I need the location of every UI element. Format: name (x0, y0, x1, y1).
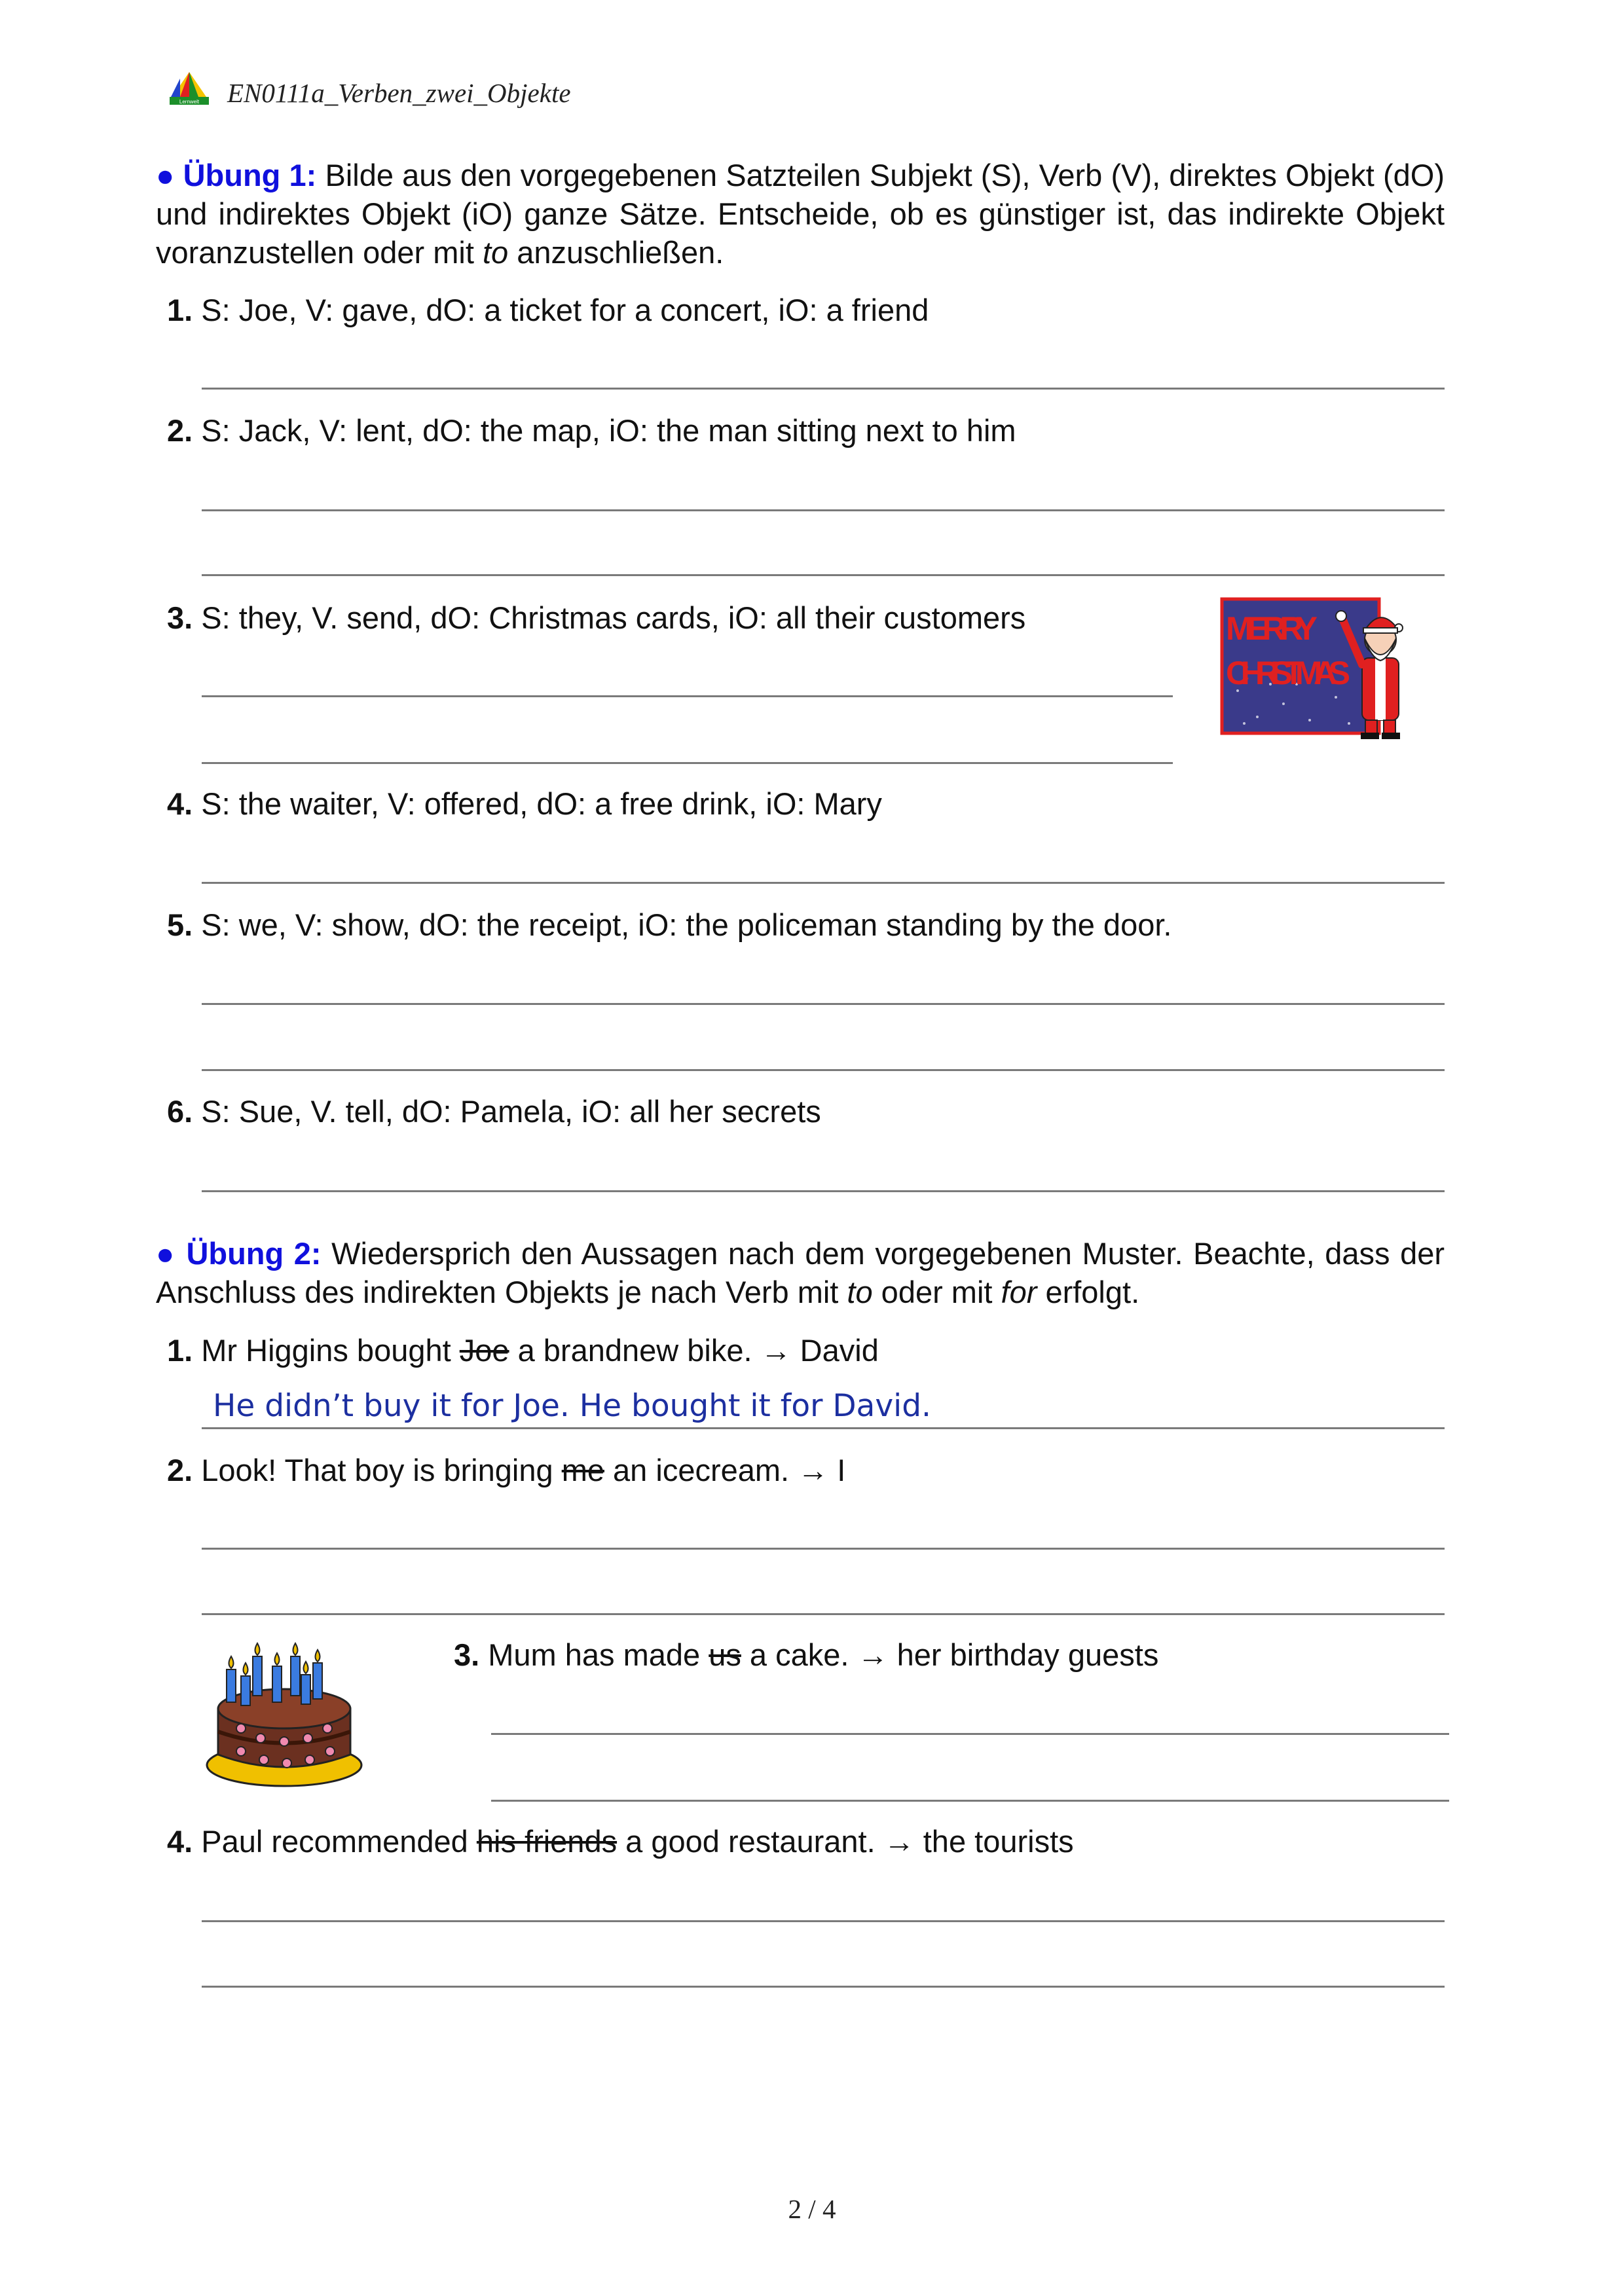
answer-line[interactable] (202, 1190, 1445, 1192)
page-number: 2 / 4 (788, 2194, 836, 2224)
answer-line[interactable] (202, 882, 1445, 884)
answer-line[interactable] (202, 388, 1445, 390)
answer-line[interactable] (202, 1003, 1445, 1005)
exercise-2-label: ● Übung 2: (156, 1236, 322, 1271)
exercise-2-item-1: 1. Mr Higgins bought Joe a brandnew bike. → David (167, 1333, 879, 1368)
answer-line[interactable] (491, 1733, 1449, 1735)
answer-line[interactable] (202, 1069, 1445, 1071)
answer-line[interactable] (202, 1548, 1445, 1550)
exercise-1-item-3: 3. S: they, V. send, dO: Christmas cards, iO: all their customers (167, 600, 1026, 635)
logo-text: Lernwelt (179, 99, 200, 105)
exercise-1-item-1: 1. S: Joe, V: gave, dO: a ticket for a concert, iO: a friend (167, 293, 929, 327)
exercise-1-item-4: 4. S: the waiter, V: offered, dO: a free drink, iO: Mary (167, 786, 882, 821)
answer-line[interactable] (202, 509, 1445, 511)
example-answer: He didn’t buy it for Joe. He bought it for David. (213, 1388, 931, 1424)
exercise-1-instructions: ● Übung 1: Bilde aus den vorgegebenen Satzteilen Subjekt (S), Verb (V), direktes Objekt (dO) und indirektes Objekt (iO) ganze Sätze. Entscheide, ob es günstiger ist, das indirekte Objekt voranzustellen oder mit to anzuschließen. (156, 158, 1445, 270)
birthday-cake-image (202, 1630, 367, 1794)
answer-line[interactable] (202, 1920, 1445, 1922)
answer-line[interactable] (202, 1613, 1445, 1615)
answer-line[interactable] (202, 1427, 1445, 1429)
exercise-2-item-3: 3. Mum has made us a cake. → her birthday guests (454, 1637, 1159, 1672)
answer-line[interactable] (202, 762, 1173, 764)
exercise-1-item-5: 5. S: we, V: show, dO: the receipt, iO: the policeman standing by the door. (167, 907, 1172, 942)
answer-line[interactable] (202, 695, 1173, 697)
exercise-2-instructions: ● Übung 2: Wiedersprich den Aussagen nach dem vorgegebenen Muster. Beachte, dass der Anschluss des indirekten Objekts je nach Verb mit to oder mit for erfolgt. (156, 1236, 1445, 1309)
answer-line[interactable] (202, 1986, 1445, 1988)
exercise-2-item-2: 2. Look! That boy is bringing me an icecream. → I (167, 1453, 846, 1487)
exercise-1-label: ● Übung 1: (156, 158, 317, 192)
answer-line[interactable] (202, 574, 1445, 576)
exercise-1-item-6: 6. S: Sue, V. tell, dO: Pamela, iO: all her secrets (167, 1094, 821, 1129)
christmas-card-image (1218, 592, 1421, 743)
document-title: EN0111a_Verben_zwei_Objekte (227, 78, 571, 108)
lernwelt-logo (167, 71, 212, 107)
card-text-merry: MERRY (1226, 610, 1318, 647)
answer-line[interactable] (491, 1800, 1449, 1802)
card-text-christmas: CHRISTMAS (1226, 655, 1350, 691)
exercise-1-item-2: 2. S: Jack, V: lent, dO: the map, iO: the man sitting next to him (167, 413, 1016, 448)
exercise-2-item-4: 4. Paul recommended his friends a good restaurant. → the tourists (167, 1824, 1074, 1859)
